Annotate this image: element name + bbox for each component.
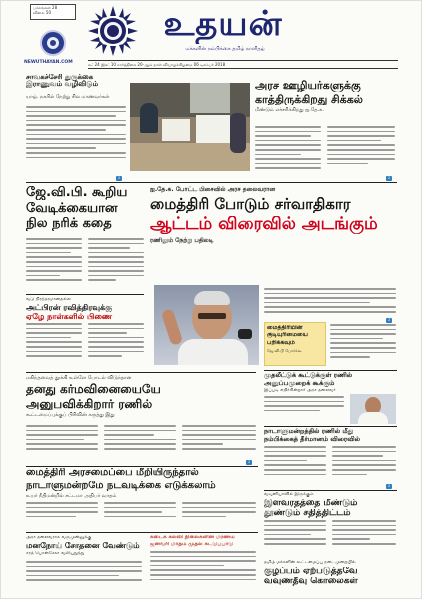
top-right-story[interactable] xyxy=(255,80,397,180)
lead-box-title-1: மைத்திரியின் xyxy=(267,325,303,331)
left-story2-kicker: வடு நிரந்தரமானதல்ல xyxy=(26,297,71,302)
divider-bottom xyxy=(26,532,258,533)
top-right-body-right xyxy=(327,126,395,176)
right-story2-headline-1: நாடாளுமன்றத்தில் ரணில் மீது xyxy=(264,428,354,435)
left-story1-headline-3: நில நரிக் கதை xyxy=(26,217,112,231)
right-story2-body-b xyxy=(332,446,396,486)
divider-ranil xyxy=(26,466,258,467)
top-left-headline: சாவகச்சேரி துருக்கை இராணுவம் வழிவிடும் xyxy=(26,74,99,89)
bottom-mid-body xyxy=(150,551,256,591)
left-story1-body-b xyxy=(88,238,144,290)
right-story2-body-a xyxy=(264,446,326,486)
top-right-body-left xyxy=(255,126,321,176)
maithri-headline-1: மைத்திரி அரசமைப்பை மீறியிருந்தால் xyxy=(26,468,199,478)
ranil-body-a xyxy=(26,425,98,463)
ranil-photo xyxy=(154,285,259,365)
lead-box-byline: ஜே.வி.பி போர்க்கூ xyxy=(267,347,302,353)
continue-tag-top-right[interactable]: 2 xyxy=(388,176,391,180)
bottom-mid-headline-1: கடைக் கல்வி நிலைகளின் மரணம் xyxy=(150,535,235,540)
bottom-left-subhead: சரத் பொன்சேகா வலியுறுத்து xyxy=(26,551,85,557)
lead-body-right xyxy=(264,288,396,320)
lead-headline-2: ஆட்டம் விரைவில் அடங்கும் xyxy=(150,215,378,234)
ranil-body-b xyxy=(104,425,176,463)
bottom-right-story[interactable] xyxy=(264,560,397,596)
ranil-kicker: மகிந்தவைத் தூக்கி உள்ளே போடல் விடுந்தான xyxy=(26,375,132,381)
right-story1-subhead: இப்படி எதிர்கின்றார் அரச தலைவர் xyxy=(264,387,336,393)
sun-logo-icon xyxy=(88,6,138,56)
right-story1-headline-2: அனுப்பமுறைக் கூக்கும் xyxy=(264,379,335,387)
bottom-mid-headline-2: ஜனவரி மாதம் முதல் கட்டுப்பாடு xyxy=(150,541,234,547)
continue-tag-right[interactable]: 2 xyxy=(388,484,391,488)
right-story3-body-b xyxy=(332,520,396,558)
left-story2-headline-2: ஏழே நாள்களில் பிணை xyxy=(26,313,113,322)
ranil-subhead: கூட்டமைப்புக்குப் பிரிவின் கருத்து இது xyxy=(26,412,115,419)
left-story2-body-b xyxy=(88,323,144,367)
top-protest-photo xyxy=(130,83,250,171)
ranil-headline-1: தனது கர்மவினையையே xyxy=(26,383,161,396)
right-story1-headline-1: முதலீட்டுக் கூட்டுக்குள் ரணில் xyxy=(264,372,353,379)
price-value: விலை 50 xyxy=(33,10,52,15)
right-story1-body xyxy=(264,396,344,420)
top-left-subhead: யாழ். நகரில் நேற்று சில மாணவர்கள் xyxy=(26,94,110,100)
right-story3-kicker: வவுனியாவில் இருக்கும் xyxy=(264,492,314,497)
right-story3-body-a xyxy=(264,520,326,558)
right-story3-headline-2: தூண்டும் சதித்திட்டம் xyxy=(264,509,351,519)
bottom-left-story[interactable] xyxy=(26,535,144,593)
bottom-right-headline-1: குழப்பம் ஏற்படுத்தவே xyxy=(264,567,358,576)
lead-kicker: ஐ.தே.க. போட்ட பிசைவில் அரச தலைவரான xyxy=(150,186,276,193)
top-left-body xyxy=(26,106,126,176)
maithri-story[interactable] xyxy=(26,468,258,530)
right-story2-headline-2: நம்பிக்கைத் தீர்மானம் விரைவில் xyxy=(264,435,361,443)
emblem-icon xyxy=(40,30,66,56)
website-label: NEWUTHAYAN.COM xyxy=(24,60,73,65)
masthead-title: உதயன் xyxy=(163,4,283,44)
right-col-story3[interactable] xyxy=(264,492,397,558)
lead-highlight-box[interactable] xyxy=(264,322,326,366)
lead-box-title-2: குடியுரிமையை xyxy=(267,332,308,339)
divider-left-1 xyxy=(26,294,144,295)
masthead-tagline: மக்களின் நம்பிக்கை தமிழ் நாளிதழ் xyxy=(185,46,265,52)
top-right-headline-2: காத்திருக்கிறது சிக்கல் xyxy=(255,93,363,106)
bottom-left-kicker: அரச தலைவராக வருமுன்னுக்கு xyxy=(26,535,92,540)
maithri-body-b xyxy=(104,502,176,528)
divider-mid xyxy=(26,372,256,373)
left-story2-headline-1: அட்பிரன் ரவித்திரவுக்கு xyxy=(26,304,113,312)
right-story3-headline-1: இளவரதத்தை மீண்டும் xyxy=(264,499,358,508)
price-box xyxy=(30,4,76,20)
left-story2-body-a xyxy=(26,323,82,367)
price-pages: பக்கங்கள் 28 xyxy=(33,5,58,10)
bottom-mid-story[interactable] xyxy=(150,535,258,593)
lead-headline-1: மைத்திரி போடும் சர்வாதிகார xyxy=(150,197,351,213)
ranil-body-c xyxy=(182,425,256,463)
maithri-body-c xyxy=(182,502,256,528)
left-story1-headline-2: வேடிக்கையான xyxy=(26,201,118,216)
divider-top xyxy=(26,182,397,183)
lead-body-box-side xyxy=(330,324,396,366)
continue-tag-top-left[interactable]: 2 xyxy=(118,176,121,180)
top-right-headline-1: அரச ஊழியர்களுக்கு xyxy=(255,80,361,92)
maithri-body-a xyxy=(26,502,98,528)
bottom-right-headline-2: வவுணதீவு கொலைகள் xyxy=(264,577,358,587)
lead-box-title-3: பறிக்கவும் xyxy=(267,339,295,346)
lead-subhead: ரணிலும் நேற்று பதிலடி xyxy=(150,236,214,244)
issue-details: கூ: 24 இல: 10 கார்த்திகை 20-ஆம் நாள் வியாழக்கிழமை 06 டிசம்பர் 2018 xyxy=(88,62,226,67)
continue-tag-ranil[interactable]: 2 xyxy=(248,460,251,464)
top-right-subhead: மீண்டும் எச்சரிக்கிறது ஐ.தே.க. xyxy=(255,107,324,114)
top-left-story[interactable] xyxy=(26,74,126,184)
divider-right-2 xyxy=(264,426,397,427)
left-story1-headline-1: ஜே.வி.பி. கூறிய xyxy=(26,186,128,200)
right-portrait-photo xyxy=(350,394,396,424)
bottom-left-body xyxy=(26,561,142,591)
left-col-story1[interactable] xyxy=(26,186,144,292)
bottom-left-headline: மனநோய் சோதனை வேண்டும் xyxy=(26,542,140,550)
maithri-headline-2: நாடாளுமன்றமே நடவடிக்கை எடுக்கலாம் xyxy=(26,480,216,491)
left-col-story2[interactable] xyxy=(26,297,144,369)
bottom-right-kicker: தமிழ் மக்களின் கூட்டமைப்பு நடைமுறையில் xyxy=(264,560,356,565)
ranil-headline-2: அனுபவிக்கிறார் ரணில் xyxy=(26,397,153,411)
left-story1-body-a xyxy=(26,238,82,290)
divider-right-3 xyxy=(264,490,397,491)
divider-right-1 xyxy=(264,370,397,371)
maithri-subhead: உயர் நீதிமன்றில் சட்டமா அதிபர் வாதம் xyxy=(26,493,117,499)
continue-tag-lead[interactable]: 2 xyxy=(388,318,391,322)
ranil-story[interactable] xyxy=(26,375,258,465)
issue-line xyxy=(88,60,398,69)
right-col-story2[interactable] xyxy=(264,428,397,488)
